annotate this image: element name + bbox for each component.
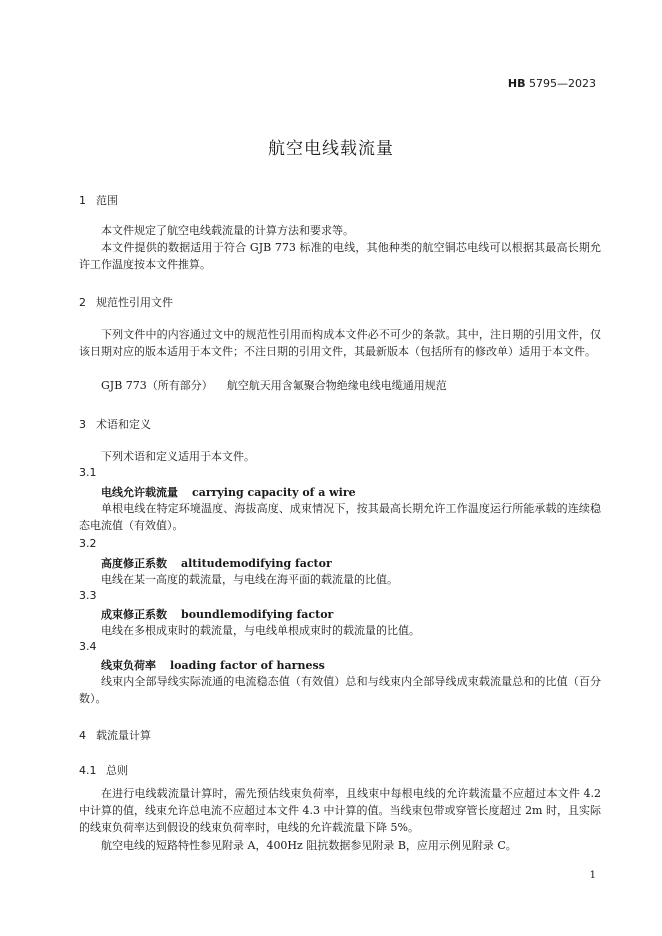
section-number: 3 bbox=[79, 418, 86, 431]
section-2-heading bbox=[79, 294, 173, 310]
term-number: 3.4 bbox=[79, 640, 97, 653]
term-zh: 成束修正系数 bbox=[101, 608, 167, 621]
term-en: altitudemodifying factor bbox=[181, 557, 332, 570]
term-zh: 线束负荷率 bbox=[101, 659, 156, 672]
term-number: 3.2 bbox=[79, 537, 97, 550]
section-number: 2 bbox=[79, 296, 86, 309]
terms-intro: 下列术语和定义适用于本文件。 bbox=[101, 450, 255, 463]
term-heading bbox=[101, 657, 325, 673]
term-definition: 电线在多根成束时的载流量，与电线单根成束时的载流量的比值。 bbox=[101, 624, 420, 637]
section-title: 载流量计算 bbox=[96, 729, 151, 742]
term-zh: 高度修正系数 bbox=[101, 557, 167, 570]
term-en: boundlemodifying factor bbox=[181, 608, 334, 621]
section-3-heading bbox=[79, 416, 151, 432]
term-number: 3.1 bbox=[79, 466, 97, 479]
general-paragraph-2: 航空电线的短路特性参见附录 A，400Hz 阻抗数据参见附录 B，应用示例见附录 C。 bbox=[101, 839, 517, 852]
term-definition: 单根电线在特定环境温度、海拔高度、成束情况下，按其最高长期允许工作温度运行所能承载的连续稳态电流值（有效值）。 bbox=[79, 502, 601, 532]
subsection-title: 总则 bbox=[106, 764, 128, 777]
page-number: 1 bbox=[589, 870, 596, 881]
term-definition: 线束内全部导线实际流通的电流稳态值（有效值）总和与线束内全部导线成束载流量总和的比值（百分数）。 bbox=[79, 675, 601, 705]
term-definition: 电线在某一高度的载流量，与电线在海平面的载流量的比值。 bbox=[101, 573, 398, 586]
standard-code-prefix: HB bbox=[507, 77, 526, 90]
scope-paragraph-2: 本文件提供的数据适用于符合 GJB 773 标准的电线，其他种类的航空铜芯电线可以根据其最高长期允许工作温度按本文件推算。 bbox=[79, 241, 601, 271]
section-title: 规范性引用文件 bbox=[96, 296, 173, 309]
term-heading bbox=[101, 606, 333, 622]
term-heading bbox=[101, 484, 356, 500]
term-zh: 电线允许载流量 bbox=[101, 486, 178, 499]
term-number: 3.3 bbox=[79, 589, 97, 602]
subsection-4-1-heading bbox=[79, 762, 128, 778]
standard-code-number: 5795—2023 bbox=[525, 77, 596, 90]
refs-paragraph-1: 下列文件中的内容通过文中的规范性引用而构成本文件必不可少的条款。其中，注日期的引用文件，仅该日期对应的版本适用于本文件；不注日期的引用文件，其最新版本（包括所有的修改单）适用于本文件。 bbox=[79, 328, 601, 358]
reference-code: GJB 773（所有部分） bbox=[101, 379, 213, 392]
section-1-heading bbox=[79, 192, 118, 208]
term-en: loading factor of harness bbox=[170, 659, 325, 672]
term-heading bbox=[101, 555, 332, 571]
scope-paragraph-1: 本文件规定了航空电线载流量的计算方法和要求等。 bbox=[101, 224, 354, 237]
standard-code bbox=[0, 77, 596, 90]
general-paragraph-1: 在进行电线载流量计算时，需先预估线束负荷率，且线束中每根电线的允许载流量不应超过本文件 4.2 中计算的值，线束允许总电流不应超过本文件 4.3 中计算的值。当线束包带或穿管长度超过 2m 时，且实际的线束负荷率达到假设的线束负荷率时，电线的允许载流量下降 5%。 bbox=[79, 787, 601, 834]
reference-item bbox=[79, 377, 623, 394]
reference-title: 航空航天用含氟聚合物绝缘电线电缆通用规范 bbox=[226, 379, 447, 392]
document-title: 航空电线载流量 bbox=[268, 139, 394, 159]
term-en: carrying capacity of a wire bbox=[192, 486, 356, 499]
subsection-number: 4.1 bbox=[79, 764, 97, 777]
section-number: 1 bbox=[79, 194, 86, 207]
section-4-heading bbox=[79, 727, 151, 743]
section-title: 术语和定义 bbox=[96, 418, 151, 431]
section-number: 4 bbox=[79, 729, 86, 742]
section-title: 范围 bbox=[96, 194, 118, 207]
